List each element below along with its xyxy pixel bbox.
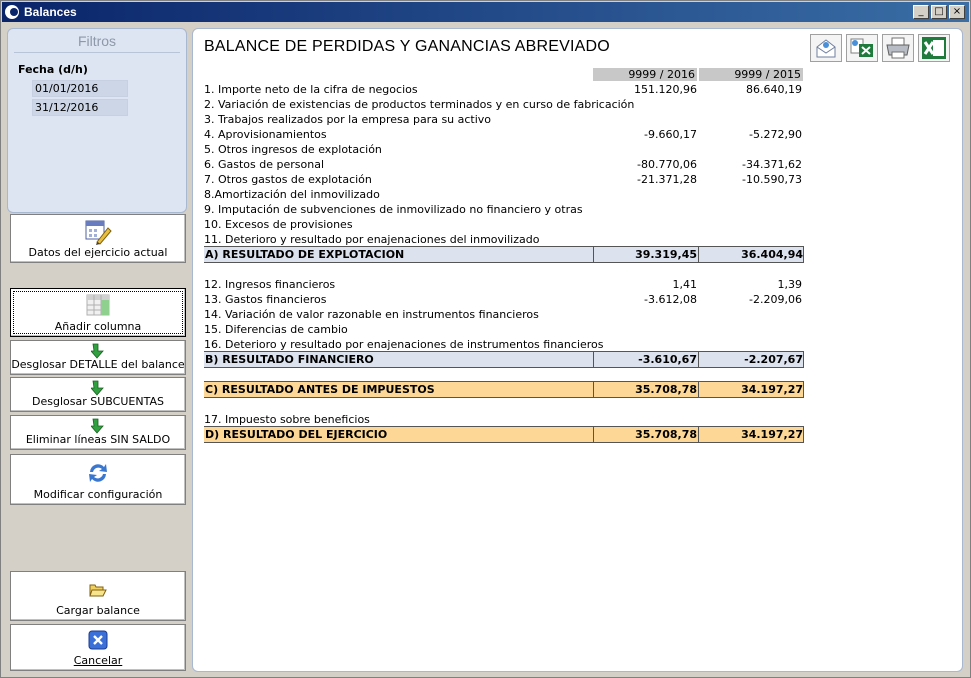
maximize-button[interactable]: □ bbox=[931, 5, 947, 19]
column-header-2016: 9999 / 2016 bbox=[593, 68, 697, 81]
table-row[interactable] bbox=[204, 292, 804, 307]
row-value-2015: -5.272,90 bbox=[749, 128, 802, 141]
filters-title: Filtros bbox=[77, 33, 117, 49]
cancelar-button[interactable] bbox=[10, 624, 186, 671]
filters-divider bbox=[14, 52, 180, 53]
close-button[interactable]: × bbox=[949, 5, 965, 19]
open-folder-icon bbox=[89, 582, 107, 598]
row-label: 12. Ingresos financieros bbox=[204, 278, 336, 291]
table-row[interactable] bbox=[204, 412, 804, 427]
table-row[interactable] bbox=[204, 307, 804, 322]
row-label: 16. Deterioro y resultado por enajenaciones de instrumentos financieros bbox=[204, 338, 604, 351]
row-value-2016: 151.120,96 bbox=[634, 83, 697, 96]
table-row[interactable] bbox=[204, 82, 804, 97]
app-icon bbox=[5, 5, 19, 19]
table-row[interactable] bbox=[204, 172, 804, 187]
row-label: 14. Variación de valor razonable en instrumentos financieros bbox=[204, 308, 539, 321]
row-label: 10. Excesos de provisiones bbox=[204, 218, 353, 231]
row-value-2016: -3.610,67 bbox=[593, 352, 697, 367]
report-title: BALANCE DE PERDIDAS Y GANANCIAS ABREVIADO bbox=[204, 38, 610, 55]
row-label: 8.Amortización del inmovilizado bbox=[204, 188, 380, 201]
green-arrow-icon bbox=[91, 380, 105, 396]
date-to-field[interactable]: 31/12/2016 bbox=[32, 99, 128, 116]
table-row[interactable] bbox=[204, 142, 804, 157]
total-row[interactable] bbox=[204, 351, 804, 368]
row-value-2016: -3.612,08 bbox=[644, 293, 697, 306]
column-header-2015: 9999 / 2015 bbox=[699, 68, 803, 81]
eliminar-lineas-button[interactable] bbox=[10, 415, 186, 450]
anadir-columna-label: Añadir columna bbox=[54, 320, 142, 333]
row-label: 1. Importe neto de la cifra de negocios bbox=[204, 83, 418, 96]
window-title: Balances bbox=[24, 5, 77, 19]
row-value-2015: -2.207,67 bbox=[698, 352, 804, 367]
row-label: 2. Variación de existencias de productos terminados y en curso de fabricación bbox=[204, 98, 635, 111]
table-row[interactable] bbox=[204, 202, 804, 217]
title-bar[interactable] bbox=[2, 2, 969, 22]
row-value-2016: -9.660,17 bbox=[644, 128, 697, 141]
row-value-2016: 35.708,78 bbox=[593, 427, 697, 442]
email-icon bbox=[811, 35, 841, 61]
print-button[interactable] bbox=[882, 34, 914, 62]
table-row[interactable] bbox=[204, 322, 804, 337]
total-row[interactable] bbox=[204, 246, 804, 263]
row-label: 9. Imputación de subvenciones de inmovilizado no financiero y otras bbox=[204, 203, 583, 216]
row-label: 7. Otros gastos de explotación bbox=[204, 173, 372, 186]
table-row[interactable] bbox=[204, 277, 804, 292]
modificar-configuracion-button[interactable] bbox=[10, 454, 186, 505]
table-row[interactable] bbox=[204, 127, 804, 142]
green-arrow-icon bbox=[91, 343, 105, 359]
row-value-2015: 36.404,94 bbox=[698, 247, 804, 262]
row-value-2015: -34.371,62 bbox=[742, 158, 802, 171]
table-row[interactable] bbox=[204, 112, 804, 127]
row-label: 17. Impuesto sobre beneficios bbox=[204, 413, 370, 426]
datos-ejercicio-button[interactable] bbox=[10, 214, 186, 263]
desglosar-subcuentas-button[interactable] bbox=[10, 377, 186, 412]
row-label: B) RESULTADO FINANCIERO bbox=[205, 353, 374, 366]
row-value-2015: 34.197,27 bbox=[698, 382, 804, 397]
cargar-balance-label: Cargar balance bbox=[56, 604, 140, 617]
window-controls bbox=[913, 5, 965, 19]
add-column-icon bbox=[86, 294, 110, 316]
anadir-columna-button[interactable] bbox=[10, 288, 186, 337]
excel-export-icon bbox=[847, 35, 877, 61]
desglosar-subcuentas-label: Desglosar SUBCUENTAS bbox=[32, 395, 164, 408]
modificar-configuracion-label: Modificar configuración bbox=[33, 488, 163, 501]
refresh-icon bbox=[86, 461, 110, 485]
datos-ejercicio-label: Datos del ejercicio actual bbox=[28, 246, 168, 259]
email-button[interactable] bbox=[810, 34, 842, 62]
cargar-balance-button[interactable] bbox=[10, 571, 186, 621]
row-value-2015: -10.590,73 bbox=[742, 173, 802, 186]
total-row[interactable] bbox=[204, 426, 804, 443]
row-value-2016: -80.770,06 bbox=[637, 158, 697, 171]
row-value-2016: 35.708,78 bbox=[593, 382, 697, 397]
row-value-2016: 39.319,45 bbox=[593, 247, 697, 262]
row-label: D) RESULTADO DEL EJERCICIO bbox=[205, 428, 388, 441]
row-label: 13. Gastos financieros bbox=[204, 293, 327, 306]
report-panel bbox=[192, 28, 963, 672]
cancel-icon bbox=[88, 630, 108, 650]
row-value-2016: 1,41 bbox=[672, 278, 697, 291]
print-icon bbox=[883, 35, 913, 61]
row-label: C) RESULTADO ANTES DE IMPUESTOS bbox=[205, 383, 435, 396]
row-label: 11. Deterioro y resultado por enajenaciones del inmovilizado bbox=[204, 233, 540, 246]
desglosar-detalle-label: Desglosar DETALLE del balance bbox=[11, 358, 185, 371]
date-from-field[interactable]: 01/01/2016 bbox=[32, 80, 128, 97]
cancelar-label: Cancelar bbox=[73, 654, 123, 667]
row-label: 3. Trabajos realizados por la empresa para su activo bbox=[204, 113, 492, 126]
row-value-2016: -21.371,28 bbox=[637, 173, 697, 186]
table-row[interactable] bbox=[204, 217, 804, 232]
eliminar-lineas-label: Eliminar líneas SIN SALDO bbox=[25, 433, 171, 446]
filters-panel bbox=[7, 28, 187, 213]
table-row[interactable] bbox=[204, 337, 804, 352]
row-label: 5. Otros ingresos de explotación bbox=[204, 143, 382, 156]
table-row[interactable] bbox=[204, 232, 804, 247]
minimize-button[interactable]: _ bbox=[913, 5, 929, 19]
row-value-2015: 86.640,19 bbox=[746, 83, 802, 96]
excel-button[interactable] bbox=[918, 34, 950, 62]
export-excel-button[interactable] bbox=[846, 34, 878, 62]
table-row[interactable] bbox=[204, 97, 804, 112]
row-label: 6. Gastos de personal bbox=[204, 158, 325, 171]
green-arrow-icon bbox=[91, 418, 105, 434]
table-row[interactable] bbox=[204, 187, 804, 202]
date-label: Fecha (d/h) bbox=[18, 63, 88, 76]
row-value-2015: -2.209,06 bbox=[749, 293, 802, 306]
row-label: 4. Aprovisionamientos bbox=[204, 128, 327, 141]
excel-icon bbox=[919, 35, 949, 61]
desglosar-detalle-button[interactable] bbox=[10, 340, 186, 375]
row-label: A) RESULTADO DE EXPLOTACION bbox=[205, 248, 405, 261]
table-row[interactable] bbox=[204, 157, 804, 172]
row-label: 15. Diferencias de cambio bbox=[204, 323, 348, 336]
calendar-pencil-icon bbox=[83, 218, 113, 246]
row-value-2015: 1,39 bbox=[777, 278, 802, 291]
row-value-2015: 34.197,27 bbox=[698, 427, 804, 442]
total-row[interactable] bbox=[204, 381, 804, 398]
